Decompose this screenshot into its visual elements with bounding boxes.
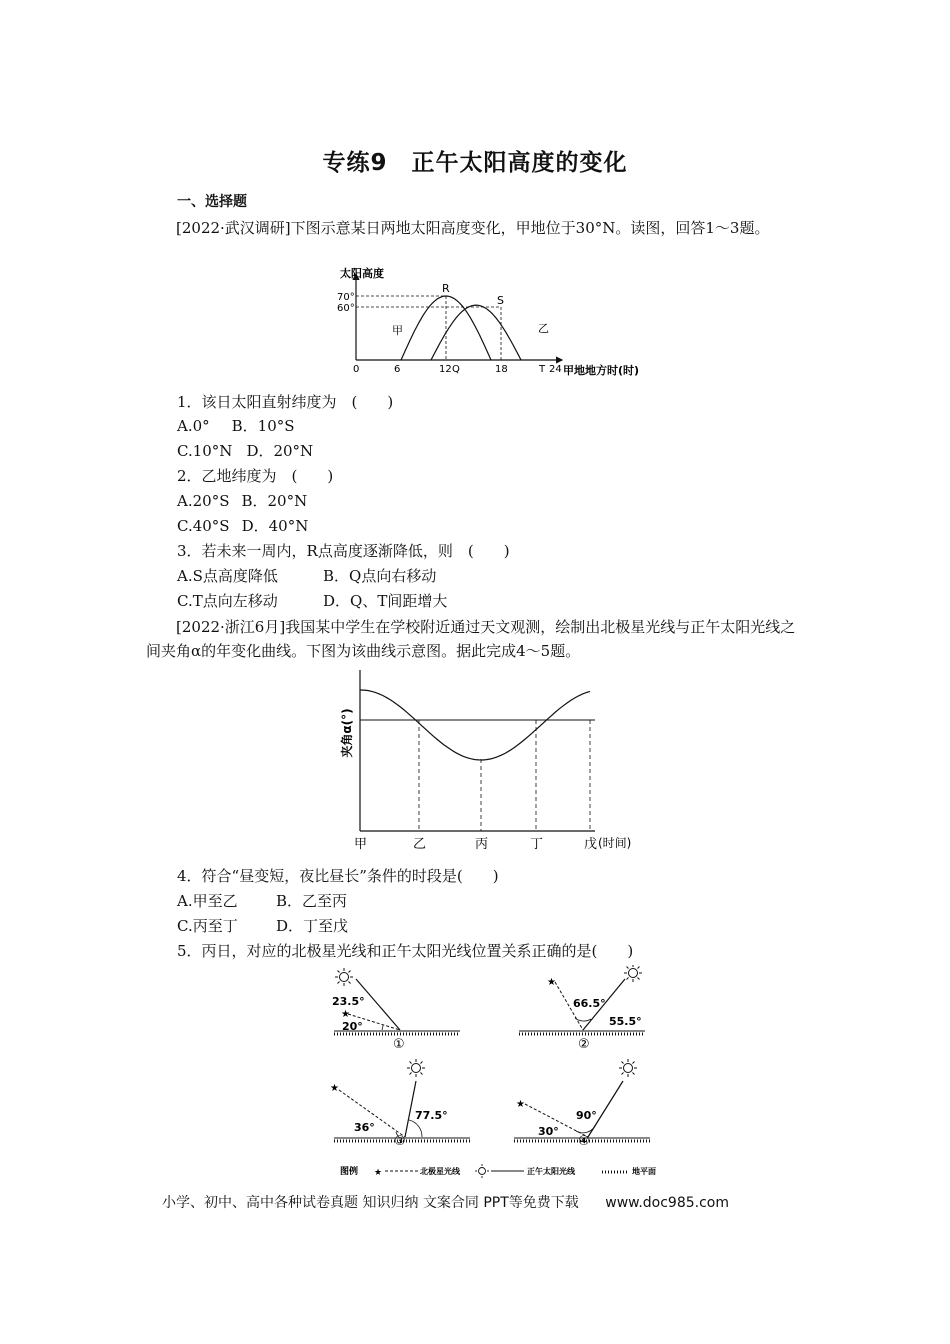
question-2-stem: 2．乙地纬度为 ( )	[177, 467, 334, 485]
d3-sun-angle: 77.5°	[415, 1109, 448, 1122]
q1-option-a: A.0°	[177, 417, 210, 435]
question-5-stem: 5．丙日，对应的北极星光线和正午太阳光线位置关系正确的是( )	[177, 942, 634, 960]
star-icon: ★	[516, 1099, 525, 1110]
d3-label: ③	[394, 1134, 406, 1145]
star-icon: ★	[547, 977, 556, 988]
q1-option-c: C.10°N	[177, 442, 233, 460]
xtick-0: 0	[353, 364, 360, 375]
q3-options-ab	[177, 566, 436, 586]
xlabel-jia: 甲	[354, 837, 368, 852]
q2-options-cd	[177, 516, 308, 536]
q4-option-c: C.丙至丁	[177, 917, 238, 935]
legend-ground: 地平面	[632, 1167, 656, 1176]
diagram-4	[510, 1057, 655, 1145]
diagram-1	[330, 965, 470, 1050]
series-label-yi: 乙	[538, 322, 549, 335]
xtick-12: 12	[439, 364, 452, 375]
q1-options-cd	[177, 441, 313, 461]
q4-option-b: B．乙至丙	[276, 892, 348, 910]
chart1-ylabel: 太阳高度	[340, 267, 384, 280]
q2-option-a: A.20°S	[177, 492, 230, 510]
q4-options-ab	[177, 891, 347, 911]
xlabel-ding: 丁	[530, 837, 544, 852]
xtick-6: 6	[394, 364, 401, 375]
sun-altitude-chart	[330, 262, 650, 382]
question-4-stem: 4．符合“昼变短，夜比昼长”条件的时段是( )	[177, 867, 499, 885]
d1-star-angle: 20°	[342, 1020, 363, 1033]
point-label-s: S	[497, 294, 504, 307]
q4-option-d: D．丁至戊	[276, 917, 349, 935]
diagram-legend	[340, 1162, 670, 1180]
section-heading: 一、选择题	[177, 194, 247, 210]
legend-title: 图例	[340, 1167, 359, 1177]
sun-icon	[624, 965, 642, 982]
q1-options-ab	[177, 416, 295, 436]
d1-label: ①	[393, 1037, 405, 1050]
xtick-24: 24	[549, 364, 562, 375]
chart2-xlabel: (时间)	[598, 836, 632, 850]
q2-options-ab	[177, 491, 307, 511]
xtick-18: 18	[495, 364, 508, 375]
q1-option-d: D．20°N	[246, 442, 314, 460]
question-1-stem: 1．该日太阳直射纬度为 ( )	[177, 393, 394, 411]
q2-option-b: B．20°N	[241, 492, 308, 510]
diagram-2	[515, 965, 655, 1050]
curve-yi	[431, 305, 521, 360]
q3-options-cd	[177, 591, 447, 611]
d2-label: ②	[578, 1037, 590, 1050]
chart1-ytick-70: 70°	[337, 292, 355, 303]
footer-text: 小学、初中、高中各种试卷真题 知识归纳 文案合同 PPT等免费下载	[162, 1195, 579, 1211]
star-icon: ★	[341, 1009, 350, 1020]
page-title: 专练9 正午太阳高度的变化	[322, 150, 628, 176]
d4-sun-angle: 90°	[576, 1109, 597, 1122]
q1-option-b: B．10°S	[231, 417, 295, 435]
chart2-ylabel: 夹角α(°)	[340, 708, 354, 758]
xlabel-bing: 丙	[475, 837, 489, 852]
legend-star: 北极星光线	[420, 1167, 460, 1176]
page-footer	[162, 1192, 737, 1212]
series-label-jia: 甲	[392, 324, 403, 337]
xtick-q: Q	[452, 364, 460, 375]
star-icon: ★	[374, 1168, 383, 1178]
xtick-t: T	[539, 364, 546, 375]
q4-options-cd	[177, 916, 348, 936]
sun-icon	[335, 968, 353, 986]
q3-option-d: D．Q、T间距增大	[323, 592, 448, 610]
angle-variation-chart	[335, 665, 655, 855]
sun-icon	[619, 1059, 637, 1077]
q4-option-a: A.甲至乙	[177, 892, 238, 910]
chart1-ytick-60: 60°	[337, 303, 355, 314]
angle-curve	[360, 690, 590, 760]
point-label-r: R	[442, 282, 450, 295]
d2-sun-angle: 55.5°	[609, 1015, 642, 1028]
d4-label: ④	[578, 1134, 590, 1145]
d1-sun-angle: 23.5°	[332, 995, 365, 1008]
sun-icon	[407, 1059, 425, 1077]
q3-option-c: C.T点向左移动	[177, 592, 278, 610]
d4-star-angle: 30°	[538, 1125, 559, 1138]
legend-sun: 正午太阳光线	[527, 1167, 575, 1176]
star-icon: ★	[330, 1083, 339, 1094]
q3-option-b: B．Q点向右移动	[323, 567, 437, 585]
d2-star-angle: 66.5°	[573, 997, 606, 1010]
footer-url: www.doc985.com	[605, 1195, 729, 1211]
diagram-3	[330, 1057, 475, 1145]
q2-option-d: D．40°N	[241, 517, 309, 535]
chart1-xlabel: 甲地地方时(时)	[563, 364, 640, 377]
xlabel-wu: 戊	[584, 837, 598, 852]
sun-icon	[475, 1164, 489, 1178]
xlabel-yi: 乙	[413, 837, 427, 852]
intro-paragraph-1: [2022·武汉调研]下图示意某日两地太阳高度变化，甲地位于30°N。读图，回答1～3题。	[176, 219, 770, 237]
q3-option-a: A.S点高度降低	[177, 567, 278, 585]
question-3-stem: 3．若未来一周内，R点高度逐渐降低，则 ( )	[177, 542, 510, 560]
d3-star-angle: 36°	[354, 1121, 375, 1134]
intro-paragraph-2: [2022·浙江6月]我国某中学生在学校附近通过天文观测，绘制出北极星光线与正午太阳光线之间夹角α的年变化曲线。下图为该曲线示意图。据此完成4～5题。	[146, 618, 796, 660]
q2-option-c: C.40°S	[177, 517, 230, 535]
